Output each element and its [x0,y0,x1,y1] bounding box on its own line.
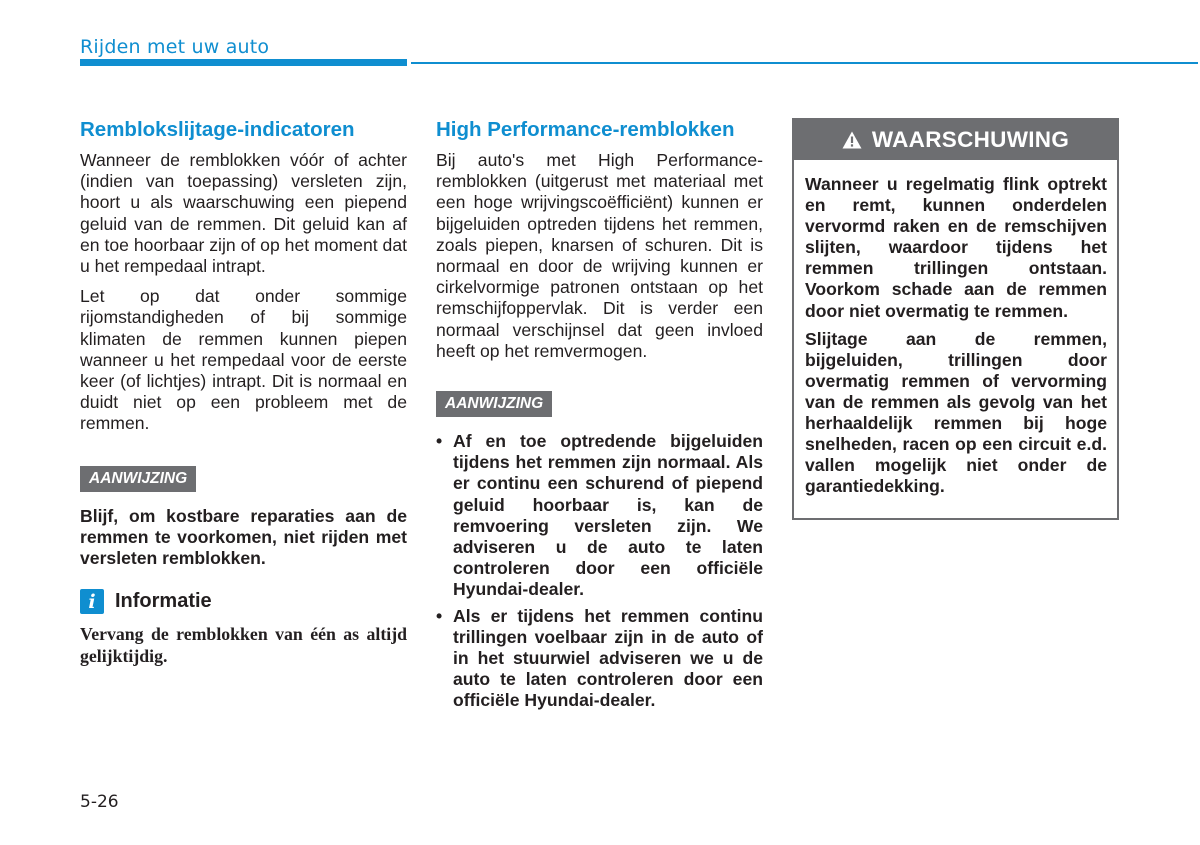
warning-title: WAARSCHUWING [871,127,1070,152]
bullet-dot: • [436,431,443,452]
column-middle [436,118,763,717]
note-badge: AANWIJZING [80,466,196,492]
list-item: • Af en toe optredende bijgeluiden tijdens het remmen zijn normaal. Als er continu een schurend of piepend geluid hoorbaar is, kan de remvoering versleten zijn. We adviseren u de auto te laten controleren door een officiële Hyundai-dealer. [436,431,763,600]
list-item: • Als er tijdens het remmen continu trillingen voelbaar zijn in de auto of in het stuurwiel adviseren we u de auto te laten controleren door een officiële Hyundai-dealer. [436,605,763,711]
warning-triangle-icon [842,131,862,149]
info-title: Informatie [115,590,212,613]
warning-header [794,120,1117,160]
paragraph: Wanneer de remblokken vóór of achter (indien van toepassing) versleten zijn, hoort u als waarschuwing een piepend geluid van de remmen. Dit geluid kan af en toe hoorbaar zijn of op het moment dat u het rempedaal intrapt. [80,150,407,277]
info-text: Vervang de remblokken van één as altijd gelijktijdig. [80,624,407,666]
note-text: Blijf, om kostbare reparaties aan de remmen te voorkomen, niet rijden met versleten remblokken. [80,505,407,569]
info-icon: i [80,589,104,614]
header-rule-thick [80,59,407,66]
note-badge: AANWIJZING [436,391,552,417]
paragraph: Let op dat onder sommige rijomstandigheden of bij sommige klimaten de remmen kunnen piepen wanneer u het rempedaal voor de eerste keer (of lichtjes) intrapt. Dit is normaal en duidt niet op een probleem met de remmen. [80,286,407,434]
warning-box [792,118,1119,520]
chapter-title: Rijden met uw auto [80,36,270,58]
column-right [792,118,1119,520]
warning-paragraph: Wanneer u regelmatig flink optrekt en remt, kunnen onderdelen vervormd raken en de remschijven slijten, waardoor tijdens het remmen trillingen ontstaan. Voorkom schade aan de remmen door niet overmatig te remmen. [805,174,1107,321]
header-rule-thin [411,62,1198,64]
warning-paragraph: Slijtage aan de remmen, bijgeluiden, trillingen door overmatig remmen of vervorming van de remmen als gevolg van het herhaaldelijk remmen bij hoge snelheden, racen op een circuit e.d. vallen mogelijk niet onder de garantiedekking. [805,328,1107,497]
section-heading-brake-wear: Remblokslijtage-indicatoren [80,118,355,141]
section-heading-high-performance: High Performance-remblokken [436,118,735,141]
paragraph: Bij auto's met High Performance-remblokken (uitgerust met materiaal met een hoge wrijvingscoëfficiënt) kunnen er bijgeluiden optreden tijdens het remmen, zoals piepen, knarsen of schuren. Dit is normaal en door de wrijving kunnen er cirkelvormige patronen ontstaan op het remschijfoppervlak. Dit is verder een normaal verschijnsel dat geen invloed heeft op het remvermogen. [436,150,763,361]
info-header [80,589,407,614]
note-bullet-list [436,431,763,712]
bullet-dot: • [436,605,443,626]
column-left [80,118,407,667]
warning-body [794,160,1117,497]
page-number: 5-26 [80,792,119,812]
